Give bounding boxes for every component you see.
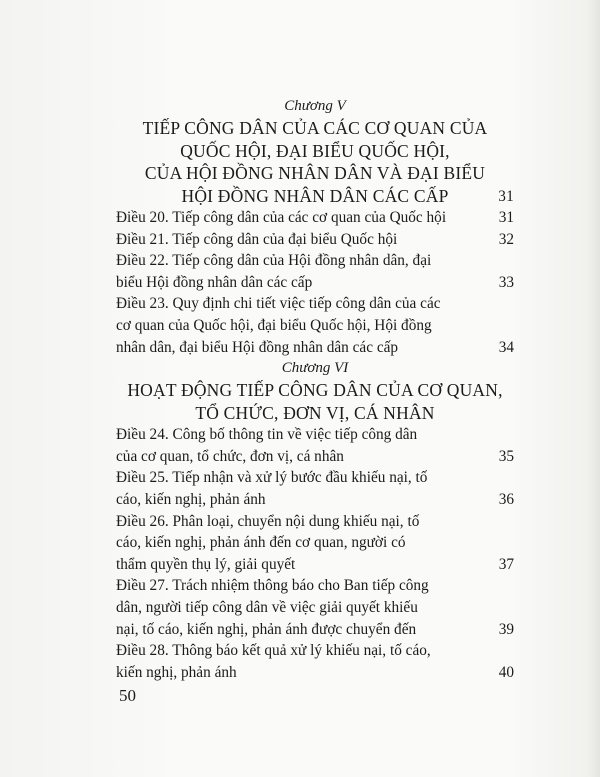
page-ref: 36	[498, 490, 514, 508]
entry-line: Điều 22. Tiếp công dân của Hội đồng nhân dân, đại	[116, 252, 432, 270]
chapter-title	[116, 379, 514, 424]
toc-entry[interactable]	[116, 250, 514, 293]
page-ref: 32	[498, 230, 514, 248]
entry-line: nhân dân, đại biểu Hội đồng nhân dân các cấp	[116, 338, 399, 356]
chapter-title-line: CỦA HỘI ĐỒNG NHÂN DÂN VÀ ĐẠI BIỂU	[144, 163, 486, 183]
page-number: 50	[119, 686, 136, 705]
toc-entry[interactable]	[116, 207, 514, 229]
entry-line: thẩm quyền thụ lý, giải quyết	[116, 555, 296, 573]
page-ref: 34	[498, 338, 514, 356]
page-ref: 40	[498, 663, 514, 681]
page-ref: 33	[498, 273, 514, 291]
page-ref: 31	[498, 188, 514, 205]
chapter-title-line: TỔ CHỨC, ĐƠN VỊ, CÁ NHÂN	[195, 402, 435, 423]
toc-entry[interactable]	[116, 640, 514, 683]
chapter-title-line: TIẾP CÔNG DÂN CỦA CÁC CƠ QUAN CỦA	[142, 118, 488, 138]
entry-line: dân, người tiếp công dân về việc giải quyết khiếu	[116, 598, 418, 616]
chapter-label: Chương V	[284, 98, 346, 114]
entry-line: Điều 25. Tiếp nhận và xử lý bước đầu khiếu nại, tố	[116, 469, 428, 487]
entry-line: Điều 21. Tiếp công dân của đại biểu Quốc hội	[116, 230, 398, 248]
entry-line: Điều 23. Quy định chi tiết việc tiếp công dân của các	[116, 295, 441, 313]
chapter-label: Chương VI	[281, 360, 349, 377]
toc-entry[interactable]	[116, 575, 514, 640]
page-ref: 39	[498, 620, 514, 638]
entry-line: của cơ quan, tổ chức, đơn vị, cá nhân	[116, 447, 344, 465]
chapter-title-line: HOẠT ĐỘNG TIẾP CÔNG DÂN CỦA CƠ QUAN,	[127, 380, 503, 401]
chapter-title	[116, 117, 514, 207]
chapter-title-line: QUỐC HỘI, ĐẠI BIỂU QUỐC HỘI,	[180, 140, 450, 161]
table-of-contents	[116, 96, 514, 683]
entry-line: Điều 26. Phân loại, chuyển nội dung khiếu nại, tố	[116, 512, 420, 530]
page-edge-shadow	[588, 0, 600, 777]
toc-entry[interactable]	[116, 293, 514, 358]
entry-line: Điều 20. Tiếp công dân của các cơ quan của Quốc hội	[116, 209, 447, 226]
entry-line: cáo, kiến nghị, phản ánh đến cơ quan, người có	[116, 534, 406, 552]
page-ref: 37	[498, 555, 514, 573]
entry-line: Điều 28. Thông báo kết quả xử lý khiếu nại, tố cáo,	[116, 642, 431, 660]
toc-entry[interactable]	[116, 511, 514, 576]
chapter-title-line: HỘI ĐỒNG NHÂN DÂN CÁC CẤP	[181, 185, 449, 206]
entry-line: nại, tố cáo, kiến nghị, phản ánh được chuyển đến	[116, 620, 417, 638]
toc-entry[interactable]	[116, 424, 514, 467]
entry-line: Điều 24. Công bố thông tin về việc tiếp công dân	[116, 426, 418, 444]
entry-line: cơ quan của Quốc hội, đại biểu Quốc hội, Hội đồng	[116, 316, 432, 334]
page-ref: 35	[498, 447, 514, 465]
toc-entry[interactable]	[116, 229, 514, 251]
toc-entry[interactable]	[116, 467, 514, 510]
entry-line: Điều 27. Trách nhiệm thông báo cho Ban tiếp công	[116, 577, 429, 595]
entry-line: kiến nghị, phản ánh	[116, 663, 237, 681]
page-ref: 31	[498, 209, 514, 226]
entry-line: cáo, kiến nghị, phản ánh	[116, 490, 266, 508]
entry-line: biểu Hội đồng nhân dân các cấp	[116, 273, 313, 291]
